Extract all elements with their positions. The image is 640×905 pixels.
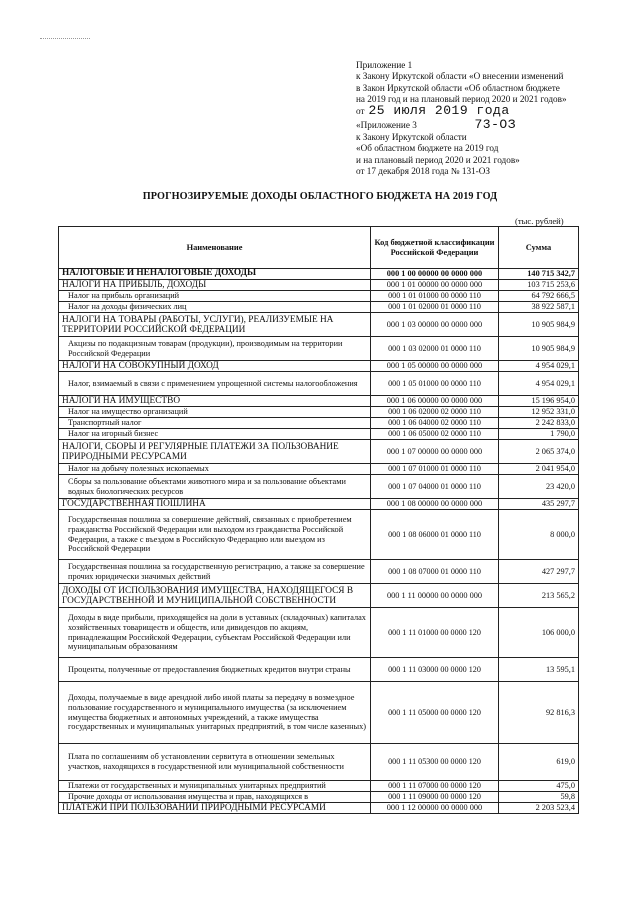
- document-title: ПРОГНОЗИРУЕМЫЕ ДОХОДЫ ОБЛАСТНОГО БЮДЖЕТА НА 2019 ГОД: [142, 191, 498, 202]
- row-sum: 475,0: [499, 781, 579, 792]
- table-row: [59, 313, 579, 337]
- row-name: Акцизы по подакцизным товарам (продукции), производимым на территории Российской Федерации: [59, 337, 371, 361]
- row-sum: 140 715 342,7: [499, 269, 579, 280]
- table-row: [59, 440, 579, 464]
- row-sum: 10 905 984,9: [499, 313, 579, 337]
- row-name: Налог на игорный бизнес: [59, 429, 371, 440]
- annex-line: Приложение 1: [356, 60, 413, 70]
- row-code: 000 1 06 04000 02 0000 110: [371, 418, 499, 429]
- table-row: [59, 658, 579, 682]
- row-code: 000 1 11 01000 00 0000 120: [371, 608, 499, 658]
- row-name: Плата по соглашениям об установлении сервитута в отношении земельных участков, находящихся в государственной или муниципальной собственности: [59, 744, 371, 781]
- table-row: [59, 269, 579, 280]
- annex-line: «Об областном бюджете на 2019 год: [356, 143, 499, 154]
- header-sum: Сумма: [499, 227, 579, 269]
- row-code: 000 1 07 01000 01 0000 110: [371, 464, 499, 475]
- row-name: ПЛАТЕЖИ ПРИ ПОЛЬЗОВАНИИ ПРИРОДНЫМИ РЕСУРСАМИ: [59, 803, 371, 814]
- row-code: 000 1 12 00000 00 0000 000: [371, 803, 499, 814]
- row-name: Прочие доходы от использования имущества и прав, находящихся в: [59, 792, 371, 803]
- row-code: 000 1 07 00000 00 0000 000: [371, 440, 499, 464]
- table-header-row: [59, 227, 579, 269]
- row-name: Налог на прибыль организаций: [59, 291, 371, 302]
- row-code: 000 1 05 01000 00 0000 110: [371, 372, 499, 396]
- annex-line: в Закон Иркутской области «Об областном бюджете: [356, 82, 560, 93]
- prev-annex-label: «Приложение 3: [356, 120, 417, 131]
- table-row: [59, 560, 579, 584]
- row-code: 000 1 05 00000 00 0000 000: [371, 361, 499, 372]
- table-row: [59, 396, 579, 407]
- row-sum: 23 420,0: [499, 475, 579, 499]
- number-stamp-row: [356, 119, 516, 132]
- table-row: [59, 361, 579, 372]
- row-sum: 10 905 984,9: [499, 337, 579, 361]
- table-row: [59, 510, 579, 560]
- row-name: Проценты, полученные от предоставления бюджетных кредитов внутри страны: [59, 658, 371, 682]
- row-code: 000 1 01 01000 00 0000 110: [371, 291, 499, 302]
- row-code: 000 1 11 09000 00 0000 120: [371, 792, 499, 803]
- law-number-stamp: 73-ОЗ: [474, 117, 516, 133]
- row-name: НАЛОГИ НА ТОВАРЫ (РАБОТЫ, УСЛУГИ), РЕАЛИЗУЕМЫЕ НА ТЕРРИТОРИИ РОССИЙСКОЙ ФЕДЕРАЦИИ: [59, 313, 371, 337]
- table-row: [59, 302, 579, 313]
- row-code: 000 1 11 03000 00 0000 120: [371, 658, 499, 682]
- table-row: [59, 372, 579, 396]
- row-sum: 435 297,7: [499, 499, 579, 510]
- table-row: [59, 475, 579, 499]
- row-name: НАЛОГИ НА СОВОКУПНЫЙ ДОХОД: [59, 361, 371, 372]
- row-code: 000 1 11 00000 00 0000 000: [371, 584, 499, 608]
- row-name: Доходы в виде прибыли, приходящейся на доли в уставных (складочных) капиталах хозяйственных товариществ и обществ, или дивидендов по акциям, принадлежащим Российской Федерации, субъектам Российской Федерации или муниципальным образованиям: [59, 608, 371, 658]
- row-name: НАЛОГИ, СБОРЫ И РЕГУЛЯРНЫЕ ПЛАТЕЖИ ЗА ПОЛЬЗОВАНИЕ ПРИРОДНЫМИ РЕСУРСАМИ: [59, 440, 371, 464]
- table-row: [59, 429, 579, 440]
- row-name: НАЛОГОВЫЕ И НЕНАЛОГОВЫЕ ДОХОДЫ: [59, 269, 371, 280]
- row-sum: 106 000,0: [499, 608, 579, 658]
- annex-line: к Закону Иркутской области: [356, 132, 467, 143]
- row-name: Налог на добычу полезных ископаемых: [59, 464, 371, 475]
- date-stamp: 25 июля 2019 года: [368, 103, 510, 119]
- table-row: [59, 499, 579, 510]
- table-row: [59, 418, 579, 429]
- row-sum: 15 196 954,0: [499, 396, 579, 407]
- table-row: [59, 280, 579, 291]
- row-name: Сборы за пользование объектами животного мира и за пользование объектами водных биологических ресурсов: [59, 475, 371, 499]
- row-sum: 12 952 331,0: [499, 407, 579, 418]
- table-row: [59, 584, 579, 608]
- header-code: Код бюджетной классификации Российской Федерации: [371, 227, 499, 269]
- table-row: [59, 407, 579, 418]
- row-sum: 2 041 954,0: [499, 464, 579, 475]
- date-prefix: от: [356, 106, 365, 117]
- row-sum: 2 065 374,0: [499, 440, 579, 464]
- row-code: 000 1 06 05000 02 0000 110: [371, 429, 499, 440]
- annex-line: к Закону Иркутской области «О внесении изменений: [356, 71, 564, 82]
- row-sum: 2 242 833,0: [499, 418, 579, 429]
- row-sum: 427 297,7: [499, 560, 579, 584]
- row-code: 000 1 06 02000 02 0000 110: [371, 407, 499, 418]
- row-sum: 13 595,1: [499, 658, 579, 682]
- table-row: [59, 792, 579, 803]
- row-sum: 213 565,2: [499, 584, 579, 608]
- row-sum: 38 922 587,1: [499, 302, 579, 313]
- table-row: [59, 803, 579, 814]
- header-name: Наименование: [59, 227, 371, 269]
- row-sum: 92 816,3: [499, 682, 579, 744]
- annex-line: и на плановый период 2020 и 2021 годов»: [356, 154, 520, 165]
- row-code: 000 1 03 00000 00 0000 000: [371, 313, 499, 337]
- annex-line: на 2019 год и на плановый период 2020 и 2021 годов»: [356, 93, 567, 104]
- row-sum: 64 792 666,5: [499, 291, 579, 302]
- row-code: 000 1 06 00000 00 0000 000: [371, 396, 499, 407]
- row-code: 000 1 11 05000 00 0000 120: [371, 682, 499, 744]
- annex-line: от 17 декабря 2018 года № 131-ОЗ: [356, 166, 490, 177]
- table-row: [59, 608, 579, 658]
- row-name: НАЛОГИ НА ПРИБЫЛЬ, ДОХОДЫ: [59, 280, 371, 291]
- table-row: [59, 744, 579, 781]
- annex-header: [356, 60, 636, 177]
- row-name: ГОСУДАРСТВЕННАЯ ПОШЛИНА: [59, 499, 371, 510]
- row-sum: 619,0: [499, 744, 579, 781]
- row-code: 000 1 03 02000 01 0000 110: [371, 337, 499, 361]
- row-code: 000 1 00 00000 00 0000 000: [371, 269, 499, 280]
- row-name: Налог на доходы физических лиц: [59, 302, 371, 313]
- table-row: [59, 291, 579, 302]
- row-name: Налог на имущество организаций: [59, 407, 371, 418]
- row-sum: 4 954 029,1: [499, 361, 579, 372]
- row-name: Платежи от государственных и муниципальных унитарных предприятий: [59, 781, 371, 792]
- row-sum: 1 790,0: [499, 429, 579, 440]
- row-code: 000 1 11 05300 00 0000 120: [371, 744, 499, 781]
- row-sum: 59,8: [499, 792, 579, 803]
- row-sum: 103 715 253,6: [499, 280, 579, 291]
- row-code: 000 1 08 06000 01 0000 110: [371, 510, 499, 560]
- row-sum: 4 954 029,1: [499, 372, 579, 396]
- row-code: 000 1 07 04000 01 0000 110: [371, 475, 499, 499]
- scan-artifact: [40, 38, 90, 43]
- row-name: Государственная пошлина за совершение действий, связанных с приобретением гражданства Российской Федерации или выходом из гражданства Российской Федерации, а также с въездом в Российскую Федерацию или выездом из Российской Федерации: [59, 510, 371, 560]
- row-sum: 2 203 523,4: [499, 803, 579, 814]
- row-name: Налог, взимаемый в связи с применением упрощенной системы налогообложения: [59, 372, 371, 396]
- row-code: 000 1 08 00000 00 0000 000: [371, 499, 499, 510]
- table-row: [59, 337, 579, 361]
- row-code: 000 1 08 07000 01 0000 110: [371, 560, 499, 584]
- row-code: 000 1 01 02000 01 0000 110: [371, 302, 499, 313]
- row-name: НАЛОГИ НА ИМУЩЕСТВО: [59, 396, 371, 407]
- revenue-table: [58, 226, 579, 814]
- row-code: 000 1 01 00000 00 0000 000: [371, 280, 499, 291]
- row-name: Доходы, получаемые в виде арендной либо иной платы за передачу в возмездное пользование государственного и муниципального имущества (за исключением имущества бюджетных и автономных учреждений, а также имущества государственных и муниципальных унитарных предприятий, в том числе казенных): [59, 682, 371, 744]
- units-label: (тыс. рублей): [515, 216, 564, 226]
- row-code: 000 1 11 07000 00 0000 120: [371, 781, 499, 792]
- table-row: [59, 682, 579, 744]
- row-sum: 8 000,0: [499, 510, 579, 560]
- row-name: ДОХОДЫ ОТ ИСПОЛЬЗОВАНИЯ ИМУЩЕСТВА, НАХОДЯЩЕГОСЯ В ГОСУДАРСТВЕННОЙ И МУНИЦИПАЛЬНОЙ СОБСТВЕННОСТИ: [59, 584, 371, 608]
- row-name: Государственная пошлина за государственную регистрацию, а также за совершение прочих юридически значимых действий: [59, 560, 371, 584]
- table-row: [59, 781, 579, 792]
- row-name: Транспортный налог: [59, 418, 371, 429]
- table-row: [59, 464, 579, 475]
